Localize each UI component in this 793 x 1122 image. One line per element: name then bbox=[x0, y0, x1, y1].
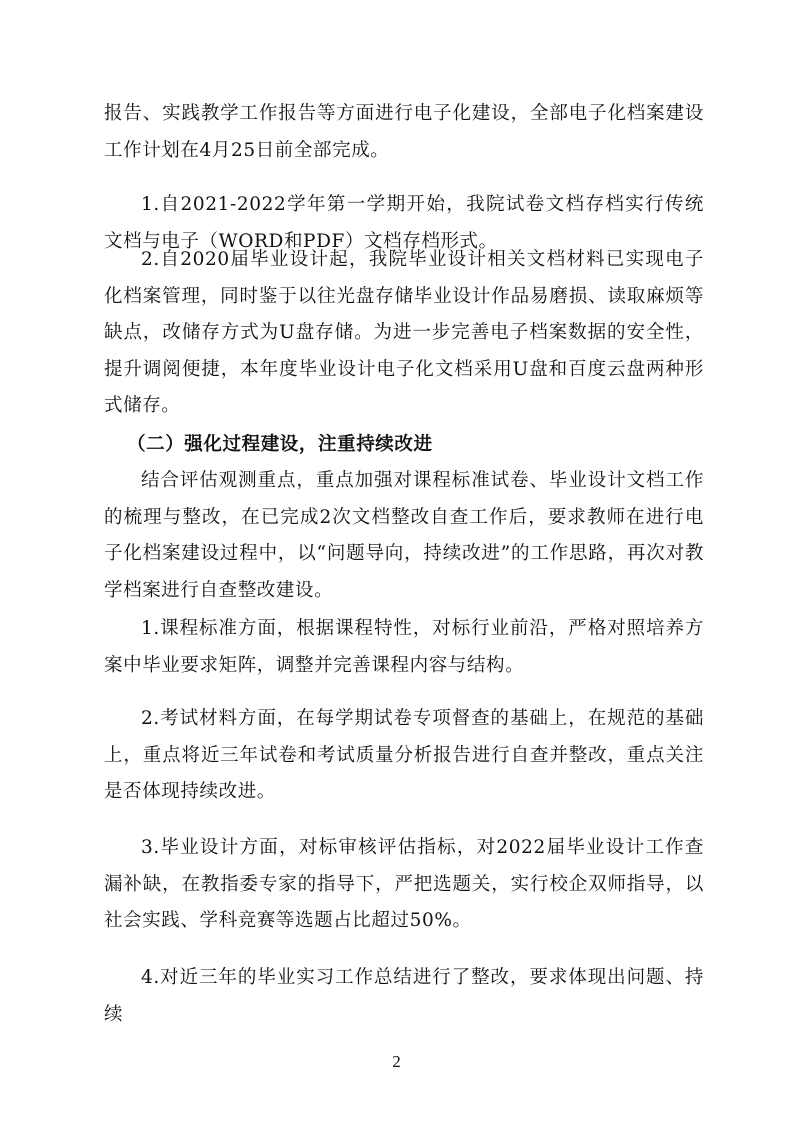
paragraph-continuation: 报告、实践教学工作报告等方面进行电子化建设，全部电子化档案建设工作计划在4月25日前全部完成。 bbox=[104, 103, 704, 161]
paragraph-course-standard: 1.课程标准方面，根据课程特性，对标行业前沿，严格对照培养方案中毕业要求矩阵，调整并完善课程内容与结构。 bbox=[104, 618, 704, 676]
paragraph-internship: 4.对近三年的毕业实习工作总结进行了整改，要求体现出问题、持续 bbox=[104, 967, 704, 1025]
paragraph-graduation-design: 3.毕业设计方面，对标审核评估指标，对2022届毕业设计工作查漏补缺，在教指委专家的指导下，严把选题关，实行校企双师指导，以社会实践、学科竞赛等选题占比超过50%。 bbox=[104, 837, 704, 931]
paragraph-intro: 结合评估观测重点，重点加强对课程标准试卷、毕业设计文档工作的梳理与整改，在已完成2次文档整改自查工作后，要求教师在进行电子化档案建设过程中，以“问题导向，持续改进”的工作思路，再次对教学档案进行自查整改建设。 bbox=[104, 470, 704, 601]
section-heading: （二）强化过程建设，注重持续改进 bbox=[127, 434, 433, 455]
paragraph-exam-materials: 2.考试材料方面，在每学期试卷专项督查的基础上，在规范的基础上，重点将近三年试卷和考试质量分析报告进行自查并整改，重点关注是否体现持续改进。 bbox=[104, 708, 704, 802]
paragraph-item-2: 2.自2020届毕业设计起，我院毕业设计相关文档材料已实现电子化档案管理，同时鉴于以往光盘存储毕业设计作品易磨损、读取麻烦等缺点，改储存方式为U盘存储。为进一步完善电子档案数据的安全性，提升调阅便捷，本年度毕业设计电子化文档采用U盘和百度云盘两种形式储存。 bbox=[104, 249, 704, 416]
page-number: 2 bbox=[392, 1052, 401, 1071]
paragraph-item-1: 1.自2021-2022学年第一学期开始，我院试卷文档存档实行传统文档与电子（WORD和PDF）文档存档形式。 bbox=[104, 194, 704, 252]
